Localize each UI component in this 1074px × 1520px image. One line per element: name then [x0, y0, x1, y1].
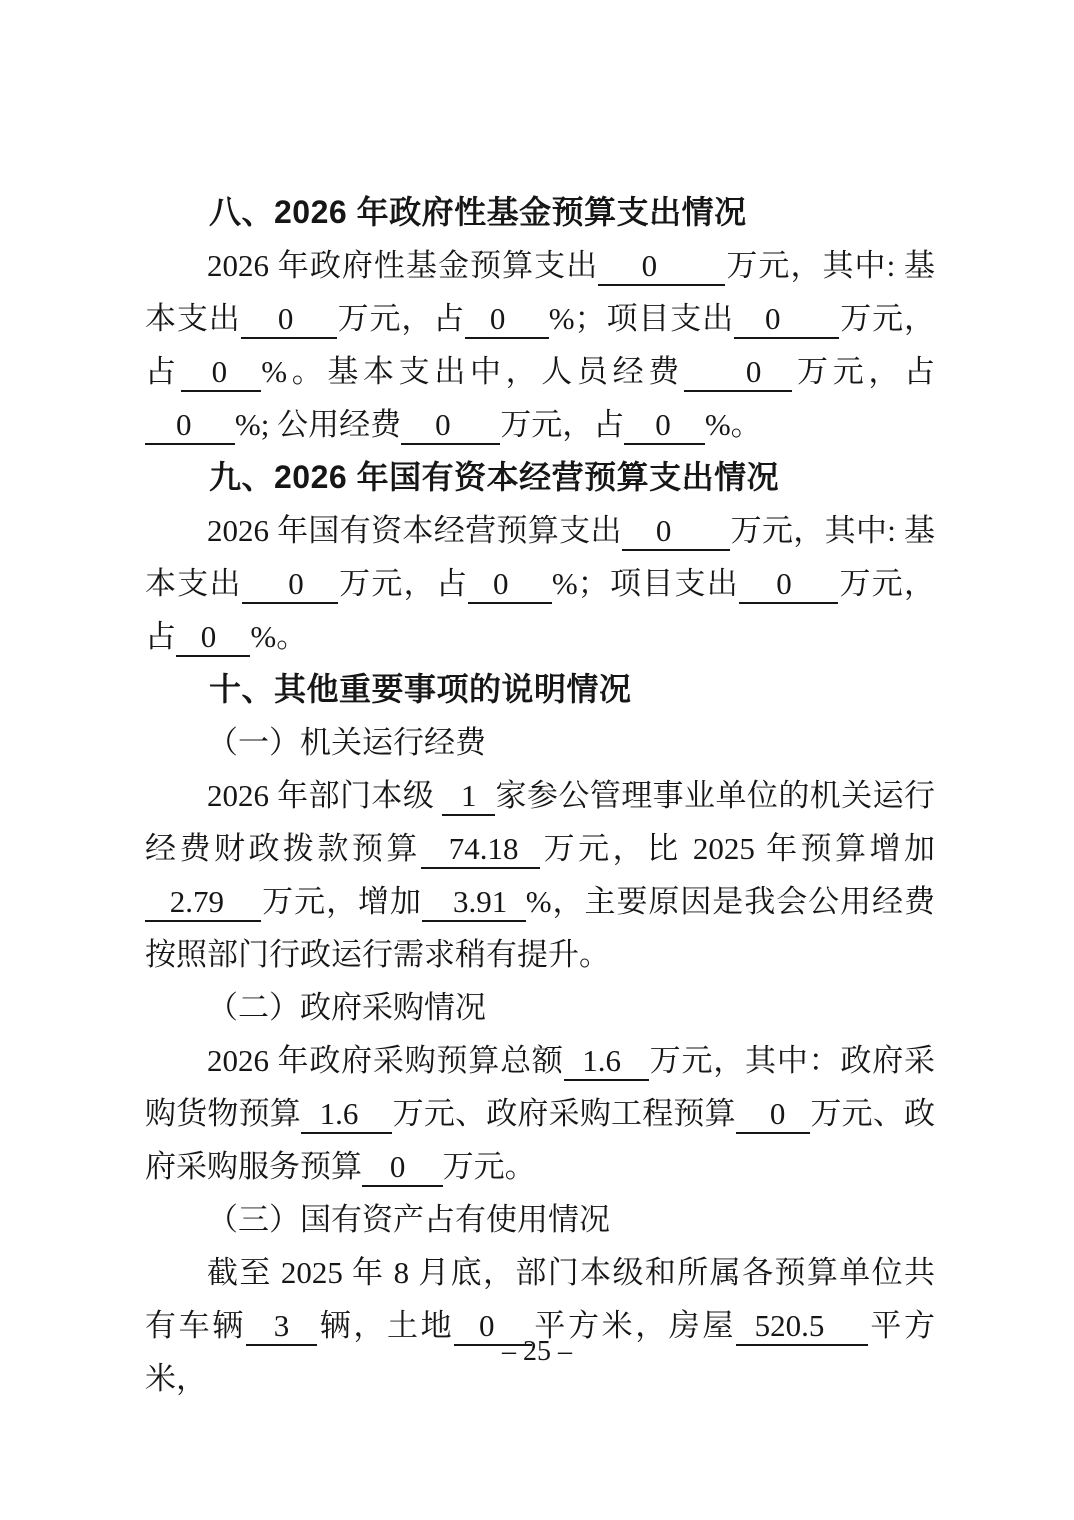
- text-run: 截至 2025 年 8 月底，部门本级和所属各预算单位共有车辆: [145, 1255, 935, 1343]
- blank-field: 0: [624, 407, 705, 445]
- blank-field: 0: [468, 566, 552, 604]
- text-run: 万元。: [442, 1149, 536, 1184]
- sub-heading: （三）国有资产占有使用情况: [207, 1202, 610, 1237]
- blank-field: 0: [145, 407, 235, 445]
- paragraph: [145, 1034, 935, 1193]
- text-run: %；项目支出: [548, 301, 734, 336]
- text-run: 万元，其中: 基本支出: [145, 513, 935, 601]
- document-content: [145, 186, 935, 1405]
- blank-field: 2.79: [145, 884, 261, 922]
- blank-field: 0: [242, 566, 338, 604]
- text-run: 万元，占: [145, 566, 936, 654]
- section-heading: 八、2026 年政府性基金预算支出情况: [209, 194, 747, 230]
- blank-field: 3: [246, 1308, 317, 1346]
- blank-field: 0: [176, 619, 250, 657]
- text-run: 2026 年国有资本经营预算支出: [207, 513, 622, 548]
- blank-field: 0: [241, 301, 337, 339]
- blank-field: 0: [598, 248, 725, 286]
- text-run: %。基本支出中，人员经费: [261, 354, 684, 389]
- blank-field: 0: [465, 301, 549, 339]
- blank-field: 74.18: [421, 831, 540, 869]
- text-run: %，主要原因是我会公用经费按照部门行政运行需求稍有提升。: [145, 884, 935, 972]
- blank-field: 1: [442, 778, 495, 816]
- text-run: 平方米，房屋: [531, 1308, 737, 1343]
- text-run: 2026 年部门本级: [207, 778, 443, 813]
- blank-field: 1.6: [564, 1043, 649, 1081]
- section-heading: 十、其他重要事项的说明情况: [209, 671, 632, 707]
- blank-field: 0: [739, 566, 838, 604]
- blank-field: 0: [362, 1149, 443, 1187]
- text-run: 万元，其中: 基本支出: [145, 248, 936, 336]
- text-run: %；项目支出: [551, 566, 740, 601]
- text-run: 2026 年政府采购预算总额: [207, 1043, 564, 1078]
- blank-field: 0: [736, 1096, 810, 1134]
- blank-field: 0: [622, 513, 730, 551]
- sub-heading: （二）政府采购情况: [207, 990, 486, 1025]
- text-run: 家参公管理事业单位的机关运行经费财政拨款预算: [145, 778, 935, 866]
- section-heading: 九、2026 年国有资本经营预算支出情况: [209, 459, 780, 495]
- blank-field: 0: [734, 301, 839, 339]
- blank-field: 3.91: [422, 884, 526, 922]
- paragraph: [145, 769, 935, 981]
- text-run: %。: [704, 407, 762, 442]
- text-run: 万元，占: [145, 301, 936, 389]
- text-run: 万元，占: [336, 301, 466, 336]
- text-run: 万元，比 2025 年预算增加: [540, 831, 936, 866]
- blank-field: 0: [401, 407, 500, 445]
- text-run: 万元、政府采购工程预算: [392, 1096, 736, 1131]
- paragraph: [145, 504, 935, 663]
- text-run: 万元、政府采购服务预算: [145, 1096, 936, 1184]
- text-run: 万元，占: [337, 566, 469, 601]
- paragraph: [145, 239, 935, 451]
- text-run: 万元，占: [792, 354, 936, 389]
- text-run: 万元，占: [500, 407, 625, 442]
- page-number: – 25 –: [502, 1336, 572, 1367]
- text-run: 万元，增加: [261, 884, 422, 919]
- sub-heading: （一）机关运行经费: [207, 725, 486, 760]
- blank-field: 0: [454, 1308, 531, 1346]
- blank-field: 0: [684, 354, 793, 392]
- blank-field: 520.5: [736, 1308, 868, 1346]
- blank-field: 0: [181, 354, 262, 392]
- text-run: 平方米，: [145, 1308, 936, 1396]
- text-run: %; 公用经费: [234, 407, 402, 442]
- text-run: 2026 年政府性基金预算支出: [207, 248, 599, 283]
- paragraph: [145, 1246, 935, 1405]
- blank-field: 1.6: [301, 1096, 392, 1134]
- text-run: 辆，土地: [317, 1308, 455, 1343]
- text-run: 万元，其中：政府采购货物预算: [145, 1043, 936, 1131]
- text-run: %。: [250, 619, 308, 654]
